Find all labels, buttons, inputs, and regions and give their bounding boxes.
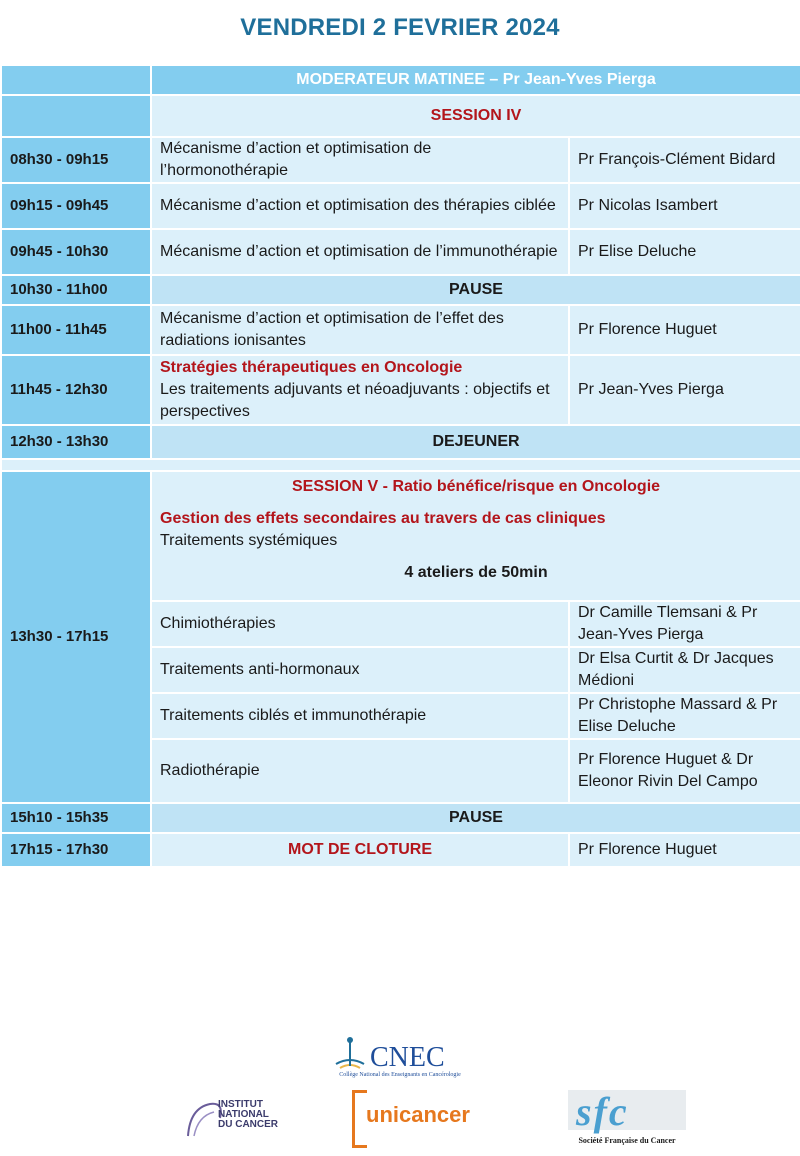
topic-text: Les traitements adjuvants et néoadjuvants : objectifs et perspectives [160,381,550,420]
inca-logo [180,1092,290,1142]
unicancer-logo [352,1090,470,1144]
topic-cell: Chimiothérapies [151,601,569,647]
speaker-cell: Pr Florence Huguet & Dr Eleonor Rivin Del Campo [569,739,800,803]
session5-header-cell [151,471,800,601]
cnec-text: CNEC [370,1042,445,1073]
topic-cell [151,355,569,425]
speaker-cell: Dr Camille Tlemsani & Pr Jean-Yves Pierga [569,601,800,647]
topic-cell: Traitements ciblés et immunothérapie [151,693,569,739]
inca-line2: NATIONAL [218,1109,269,1120]
time-cell: 17h15 - 17h30 [1,833,151,867]
time-cell: 11h00 - 11h45 [1,305,151,355]
unicancer-text: unicancer [366,1102,470,1127]
time-cell: 13h30 - 17h15 [1,471,151,803]
moderator-label: MODERATEUR MATINEE – Pr Jean-Yves Pierga [151,65,800,95]
time-cell: 09h45 - 10h30 [1,229,151,275]
cnec-subtitle: Collège National des Enseignants en Cancérologie [339,1072,461,1078]
table-row [1,355,800,425]
footer-logos [0,1020,800,1156]
pause-label: PAUSE [151,275,800,305]
lunch-row [1,425,800,459]
separator [1,459,800,471]
closing-row [1,833,800,867]
cnec-logo [330,1030,470,1082]
time-cell: 11h45 - 12h30 [1,355,151,425]
speaker-cell: Pr Jean-Yves Pierga [569,355,800,425]
unicancer-bracket-left [352,1090,367,1148]
session5-title: SESSION V - Ratio bénéfice/risque en Oncologie [291,478,661,495]
inca-line3: DU CANCER [218,1119,278,1130]
speaker-cell: Pr François-Clément Bidard [569,137,800,183]
session5-header-row [1,471,800,601]
time-cell: 15h10 - 15h35 [1,803,151,833]
time-cell: 12h30 - 13h30 [1,425,151,459]
inca-line1: INSTITUT [218,1099,263,1110]
topic-cell: Mécanisme d’action et optimisation de l’effet des radiations ionisantes [151,305,569,355]
sfc-logo [562,1090,692,1150]
topic-cell: Traitements anti-hormonaux [151,647,569,693]
workshops-label: 4 ateliers de 50min [404,564,548,581]
topic-cell: Mécanisme d’action et optimisation de l’hormonothérapie [151,137,569,183]
lunch-label: DEJEUNER [151,425,800,459]
topic-cell: Mécanisme d’action et optimisation de l’immunothérapie [151,229,569,275]
sfc-text: sfc [576,1089,629,1134]
time-cell: 08h30 - 09h15 [1,137,151,183]
speaker-cell: Pr Nicolas Isambert [569,183,800,229]
session4-time-cell [1,95,151,137]
session4-title: SESSION IV [151,95,800,137]
speaker-cell: Pr Florence Huguet [569,305,800,355]
schedule-table [0,64,800,868]
topic-cell: Radiothérapie [151,739,569,803]
page-title: VENDREDI 2 FEVRIER 2024 [240,14,560,41]
speaker-cell: Pr Elise Deluche [569,229,800,275]
table-row [1,229,800,275]
separator-row [1,459,800,471]
topic-title: Stratégies thérapeutiques en Oncologie [160,359,463,376]
session5-subsubtitle: Traitements systémiques [160,532,338,549]
speaker-cell: Pr Florence Huguet [569,833,800,867]
pause-label: PAUSE [151,803,800,833]
table-row [1,305,800,355]
pause-row [1,803,800,833]
speaker-cell: Pr Christophe Massard & Pr Elise Deluche [569,693,800,739]
table-row [1,183,800,229]
closing-label: MOT DE CLOTURE [151,833,569,867]
speaker-cell: Dr Elsa Curtit & Dr Jacques Médioni [569,647,800,693]
session5-subtitle: Gestion des effets secondaires au travers de cas cliniques [160,510,606,527]
pause-row [1,275,800,305]
moderator-time-cell [1,65,151,95]
sfc-subtitle: Société Française du Cancer [578,1136,676,1145]
topic-cell: Mécanisme d’action et optimisation des thérapies ciblée [151,183,569,229]
table-row [1,137,800,183]
moderator-row [1,65,800,95]
time-cell: 10h30 - 11h00 [1,275,151,305]
session4-row [1,95,800,137]
time-cell: 09h15 - 09h45 [1,183,151,229]
